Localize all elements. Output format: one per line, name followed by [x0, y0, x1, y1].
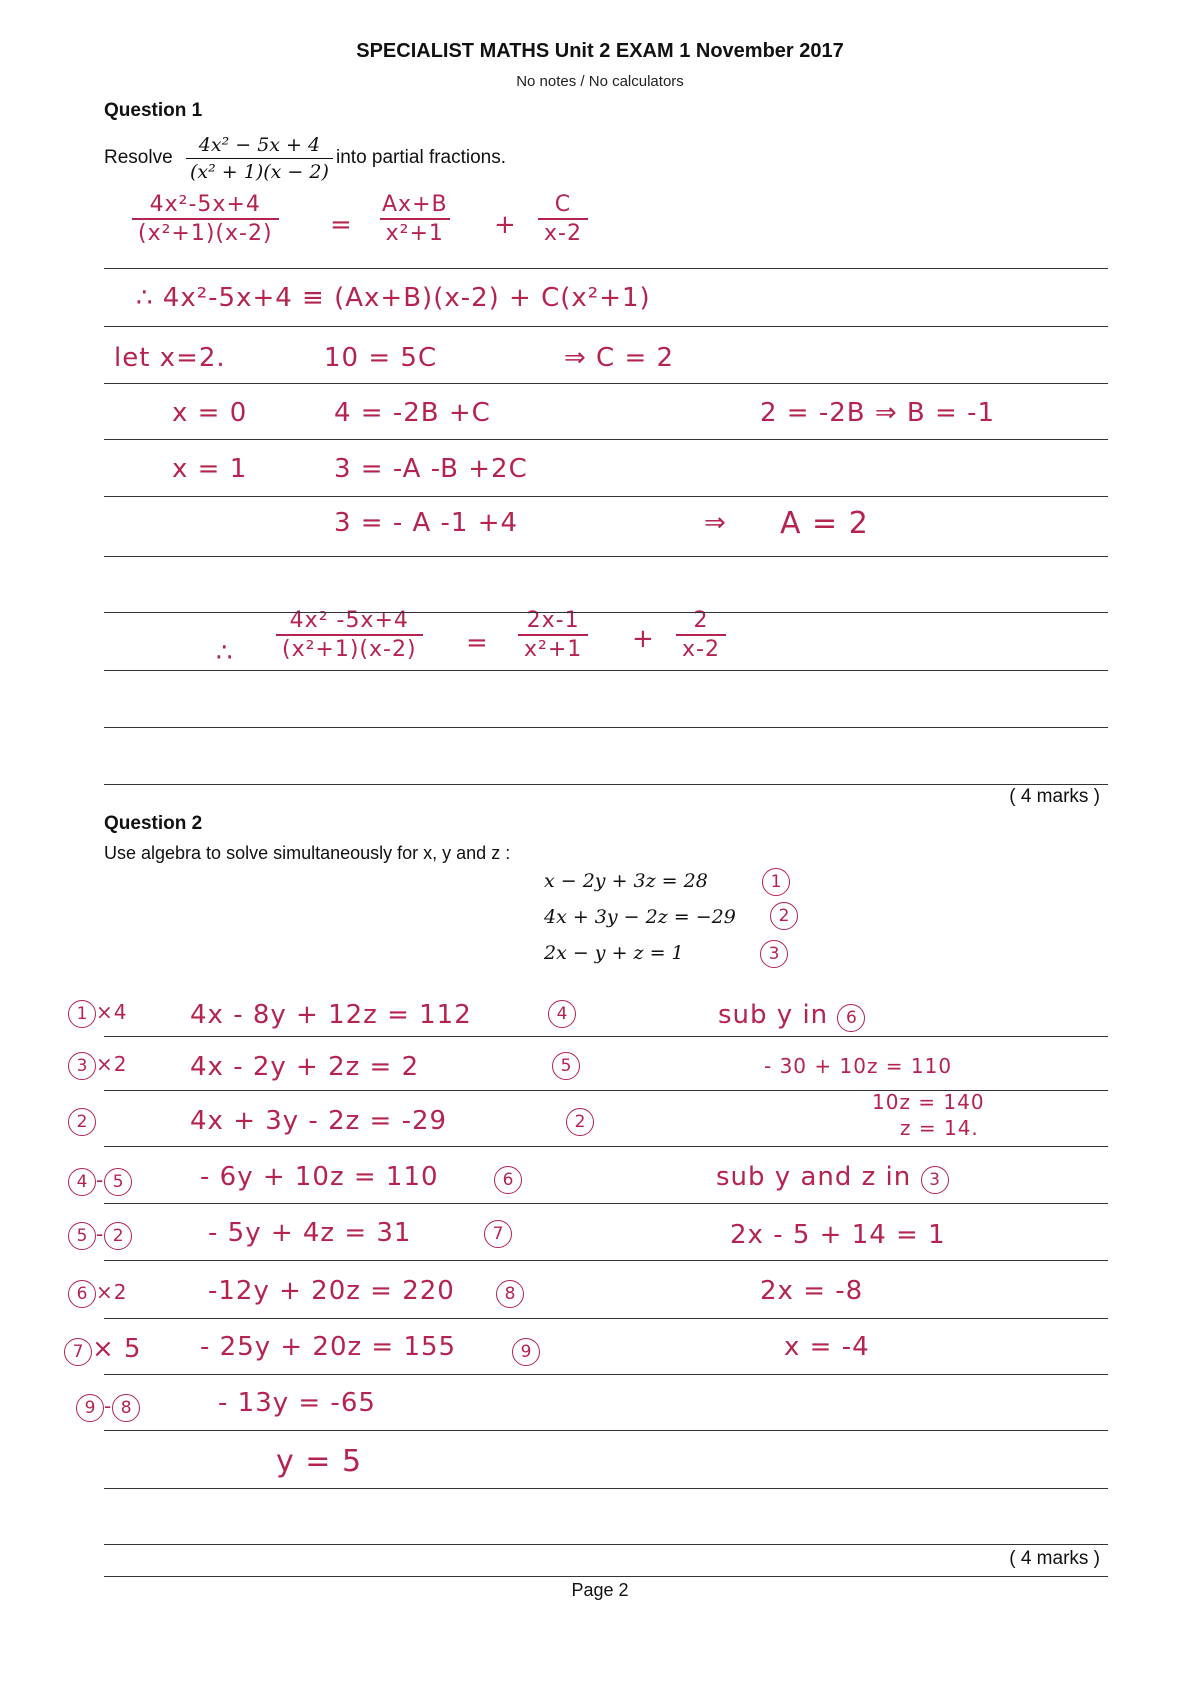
q2-row4-side-circle: 3	[921, 1166, 949, 1194]
answer-line	[104, 670, 1108, 671]
q2-row3-label	[68, 1108, 96, 1136]
page-number: Page 2	[571, 1580, 629, 1600]
q2-row6-label	[68, 1280, 127, 1308]
q2-row4-label-op: -	[96, 1168, 105, 1192]
q2-equation-2: 4x + 3y − 2z = −29	[544, 906, 736, 928]
q2-row3-tag-circle: 2	[566, 1108, 594, 1136]
q1-work-lhs-num: 4x²-5x+4	[149, 192, 261, 217]
q2-row3-equation: 4x + 3y - 2z = -29	[190, 1106, 448, 1136]
q1-final-plus: +	[632, 624, 655, 654]
q1-work-rhs1-num: Ax+B	[382, 192, 448, 217]
q1-work-step-b: 4 = -2B +C	[334, 398, 491, 428]
q2-marks: ( 4 marks )	[1009, 1548, 1100, 1569]
q2-row4-tag	[494, 1166, 522, 1194]
q2-row2-side: - 30 + 10z = 110	[764, 1054, 953, 1078]
answer-line	[104, 612, 1108, 613]
q1-work-lhs-den: (x²+1)(x-2)	[132, 218, 279, 246]
q2-eq1-tag	[762, 868, 790, 896]
answer-line	[104, 1318, 1108, 1319]
q2-row7-label-circle: 7	[64, 1338, 92, 1366]
q2-row7-equation: - 25y + 20z = 155	[200, 1332, 457, 1362]
q1-work-step-c: 10 = 5C	[324, 343, 438, 373]
q2-row1-side-text: sub y in	[718, 1000, 829, 1030]
answer-line	[104, 1488, 1108, 1489]
q2-row1-tag-circle: 4	[548, 1000, 576, 1028]
q1-work-substitute: 3 = - A -1 +4	[334, 508, 519, 538]
q1-work-rhs2-num: C	[554, 192, 572, 217]
q1-work-rhs2-fraction	[538, 192, 588, 246]
q1-work-a-result: A = 2	[780, 506, 869, 541]
q1-work-plus: +	[494, 210, 517, 240]
q2-row5-label-op: -	[96, 1222, 105, 1246]
answer-line	[104, 439, 1108, 440]
q2-row8-equation: - 13y = -65	[218, 1388, 376, 1418]
q2-row8-label-circle-a: 9	[76, 1394, 104, 1422]
q1-work-rhs1-den: x²+1	[380, 218, 450, 246]
q2-row6-label-op: ×2	[96, 1280, 128, 1304]
q1-final-rhs2-num: 2	[693, 608, 709, 633]
q1-prompt-after: into partial fractions.	[336, 147, 507, 168]
q2-row4-equation: - 6y + 10z = 110	[200, 1162, 439, 1192]
answer-line	[104, 1203, 1108, 1204]
q2-row5-tag-circle: 7	[484, 1220, 512, 1248]
q2-row6-equation: -12y + 20z = 220	[208, 1276, 455, 1306]
answer-line	[104, 1090, 1108, 1091]
q1-work-x0: x = 0	[172, 398, 248, 428]
q2-row7-side: x = -4	[784, 1332, 870, 1362]
page-subtitle: No notes / No calculators	[516, 73, 684, 90]
q2-row2-tag	[552, 1052, 580, 1080]
answer-line	[104, 268, 1108, 269]
q1-work-therefore: ∴	[216, 638, 234, 668]
q2-row6-tag	[496, 1280, 524, 1308]
q2-row4-label-circle-b: 5	[104, 1168, 132, 1196]
q1-marks: ( 4 marks )	[1009, 786, 1100, 807]
q2-row3-side2: z = 14.	[900, 1116, 979, 1140]
q2-row1-side	[718, 1000, 865, 1032]
q2-row2-tag-circle: 5	[552, 1052, 580, 1080]
q2-row1-label-circle: 1	[68, 1000, 96, 1028]
q2-row6-label-circle: 6	[68, 1280, 96, 1308]
q2-row8-label-circle-b: 8	[112, 1394, 140, 1422]
q2-row4-side-text: sub y and z in	[716, 1162, 912, 1192]
answer-line	[104, 326, 1108, 327]
q1-final-rhs2-fraction	[676, 608, 726, 662]
q1-fraction	[186, 134, 333, 183]
q2-row3-tag	[566, 1108, 594, 1136]
q2-equation-1: x − 2y + 3z = 28	[544, 870, 708, 892]
answer-line	[104, 496, 1108, 497]
q1-final-rhs1-den: x²+1	[518, 634, 588, 662]
answer-line	[104, 727, 1108, 728]
answer-line	[104, 1260, 1108, 1261]
q2-row5-label	[68, 1222, 132, 1250]
answer-line	[104, 784, 1108, 785]
q1-work-equals: =	[330, 210, 353, 240]
q2-row6-side: 2x = -8	[760, 1276, 864, 1306]
q1-work-c-result: ⇒ C = 2	[564, 343, 675, 373]
q1-final-lhs-num: 4x² -5x+4	[289, 608, 409, 633]
q1-final-lhs-den: (x²+1)(x-2)	[276, 634, 423, 662]
q2-row1-label	[68, 1000, 127, 1028]
q1-final-rhs1-num: 2x-1	[526, 608, 580, 633]
q1-fraction-numerator: 4x² − 5x + 4	[198, 134, 321, 156]
q2-row8-label	[76, 1394, 140, 1422]
q2-row4-label	[68, 1168, 132, 1196]
q2-row1-tag	[548, 1000, 576, 1028]
q2-row1-side-circle: 6	[837, 1004, 865, 1032]
q2-row7-label	[64, 1334, 142, 1366]
q2-row6-tag-circle: 8	[496, 1280, 524, 1308]
q1-work-step-a: 3 = -A -B +2C	[334, 454, 528, 484]
q2-row8-label-op: -	[104, 1394, 113, 1418]
q1-work-rhs2-den: x-2	[538, 218, 588, 246]
answer-line	[104, 383, 1108, 384]
q1-work-b-result: 2 = -2B ⇒ B = -1	[760, 398, 996, 428]
q1-work-identity: ∴ 4x²-5x+4 ≡ (Ax+B)(x-2) + C(x²+1)	[136, 283, 651, 313]
q2-row4-label-circle-a: 4	[68, 1168, 96, 1196]
q1-work-implies: ⇒	[704, 508, 727, 538]
q2-row7-tag	[512, 1338, 540, 1366]
page-title: SPECIALIST MATHS Unit 2 EXAM 1 November 2017	[356, 40, 844, 62]
answer-line	[104, 1544, 1108, 1545]
q2-eq3-tag	[760, 940, 788, 968]
answer-line	[104, 1146, 1108, 1147]
q1-work-x1: x = 1	[172, 454, 248, 484]
q1-final-lhs-fraction	[276, 608, 423, 662]
q2-row7-tag-circle: 9	[512, 1338, 540, 1366]
q2-eq3-tag-circle: 3	[760, 940, 788, 968]
q1-final-rhs1-fraction	[518, 608, 588, 662]
q1-work-lhs-fraction	[132, 192, 279, 246]
q2-row5-tag	[484, 1220, 512, 1248]
q2-row5-label-circle-b: 2	[104, 1222, 132, 1250]
q1-work-let: let x=2.	[114, 343, 226, 373]
question-2-heading: Question 2	[104, 813, 203, 834]
q2-eq2-tag	[770, 902, 798, 930]
q2-row9-equation: y = 5	[276, 1444, 363, 1479]
q2-eq2-tag-circle: 2	[770, 902, 798, 930]
q1-final-rhs2-den: x-2	[676, 634, 726, 662]
q2-row3-label-circle: 2	[68, 1108, 96, 1136]
answer-line	[104, 1430, 1108, 1431]
q2-row5-label-circle-a: 5	[68, 1222, 96, 1250]
q2-row5-equation: - 5y + 4z = 31	[208, 1218, 412, 1248]
q1-prompt-before: Resolve	[104, 147, 173, 168]
q2-row2-label-circle: 3	[68, 1052, 96, 1080]
q2-prompt: Use algebra to solve simultaneously for x, y and z :	[104, 843, 511, 863]
q2-row7-label-op: × 5	[92, 1334, 142, 1364]
q2-row2-label	[68, 1052, 127, 1080]
q2-row4-side	[716, 1162, 949, 1194]
q2-row5-side: 2x - 5 + 14 = 1	[730, 1220, 946, 1250]
q2-row2-label-op: ×2	[96, 1052, 128, 1076]
q2-row2-equation: 4x - 2y + 2z = 2	[190, 1052, 420, 1082]
q1-final-equals: =	[466, 628, 489, 658]
q1-fraction-denominator: (x² + 1)(x − 2)	[186, 158, 333, 183]
q2-equation-3: 2x − y + z = 1	[544, 942, 684, 964]
q2-row3-side1: 10z = 140	[872, 1090, 985, 1114]
answer-line	[104, 1576, 1108, 1577]
q2-row1-label-op: ×4	[96, 1000, 128, 1024]
question-1-heading: Question 1	[104, 100, 203, 121]
q2-eq1-tag-circle: 1	[762, 868, 790, 896]
answer-line	[104, 1036, 1108, 1037]
q1-work-rhs1-fraction	[376, 192, 454, 246]
answer-line	[104, 556, 1108, 557]
q2-row1-equation: 4x - 8y + 12z = 112	[190, 1000, 472, 1030]
q2-row4-tag-circle: 6	[494, 1166, 522, 1194]
answer-line	[104, 1374, 1108, 1375]
